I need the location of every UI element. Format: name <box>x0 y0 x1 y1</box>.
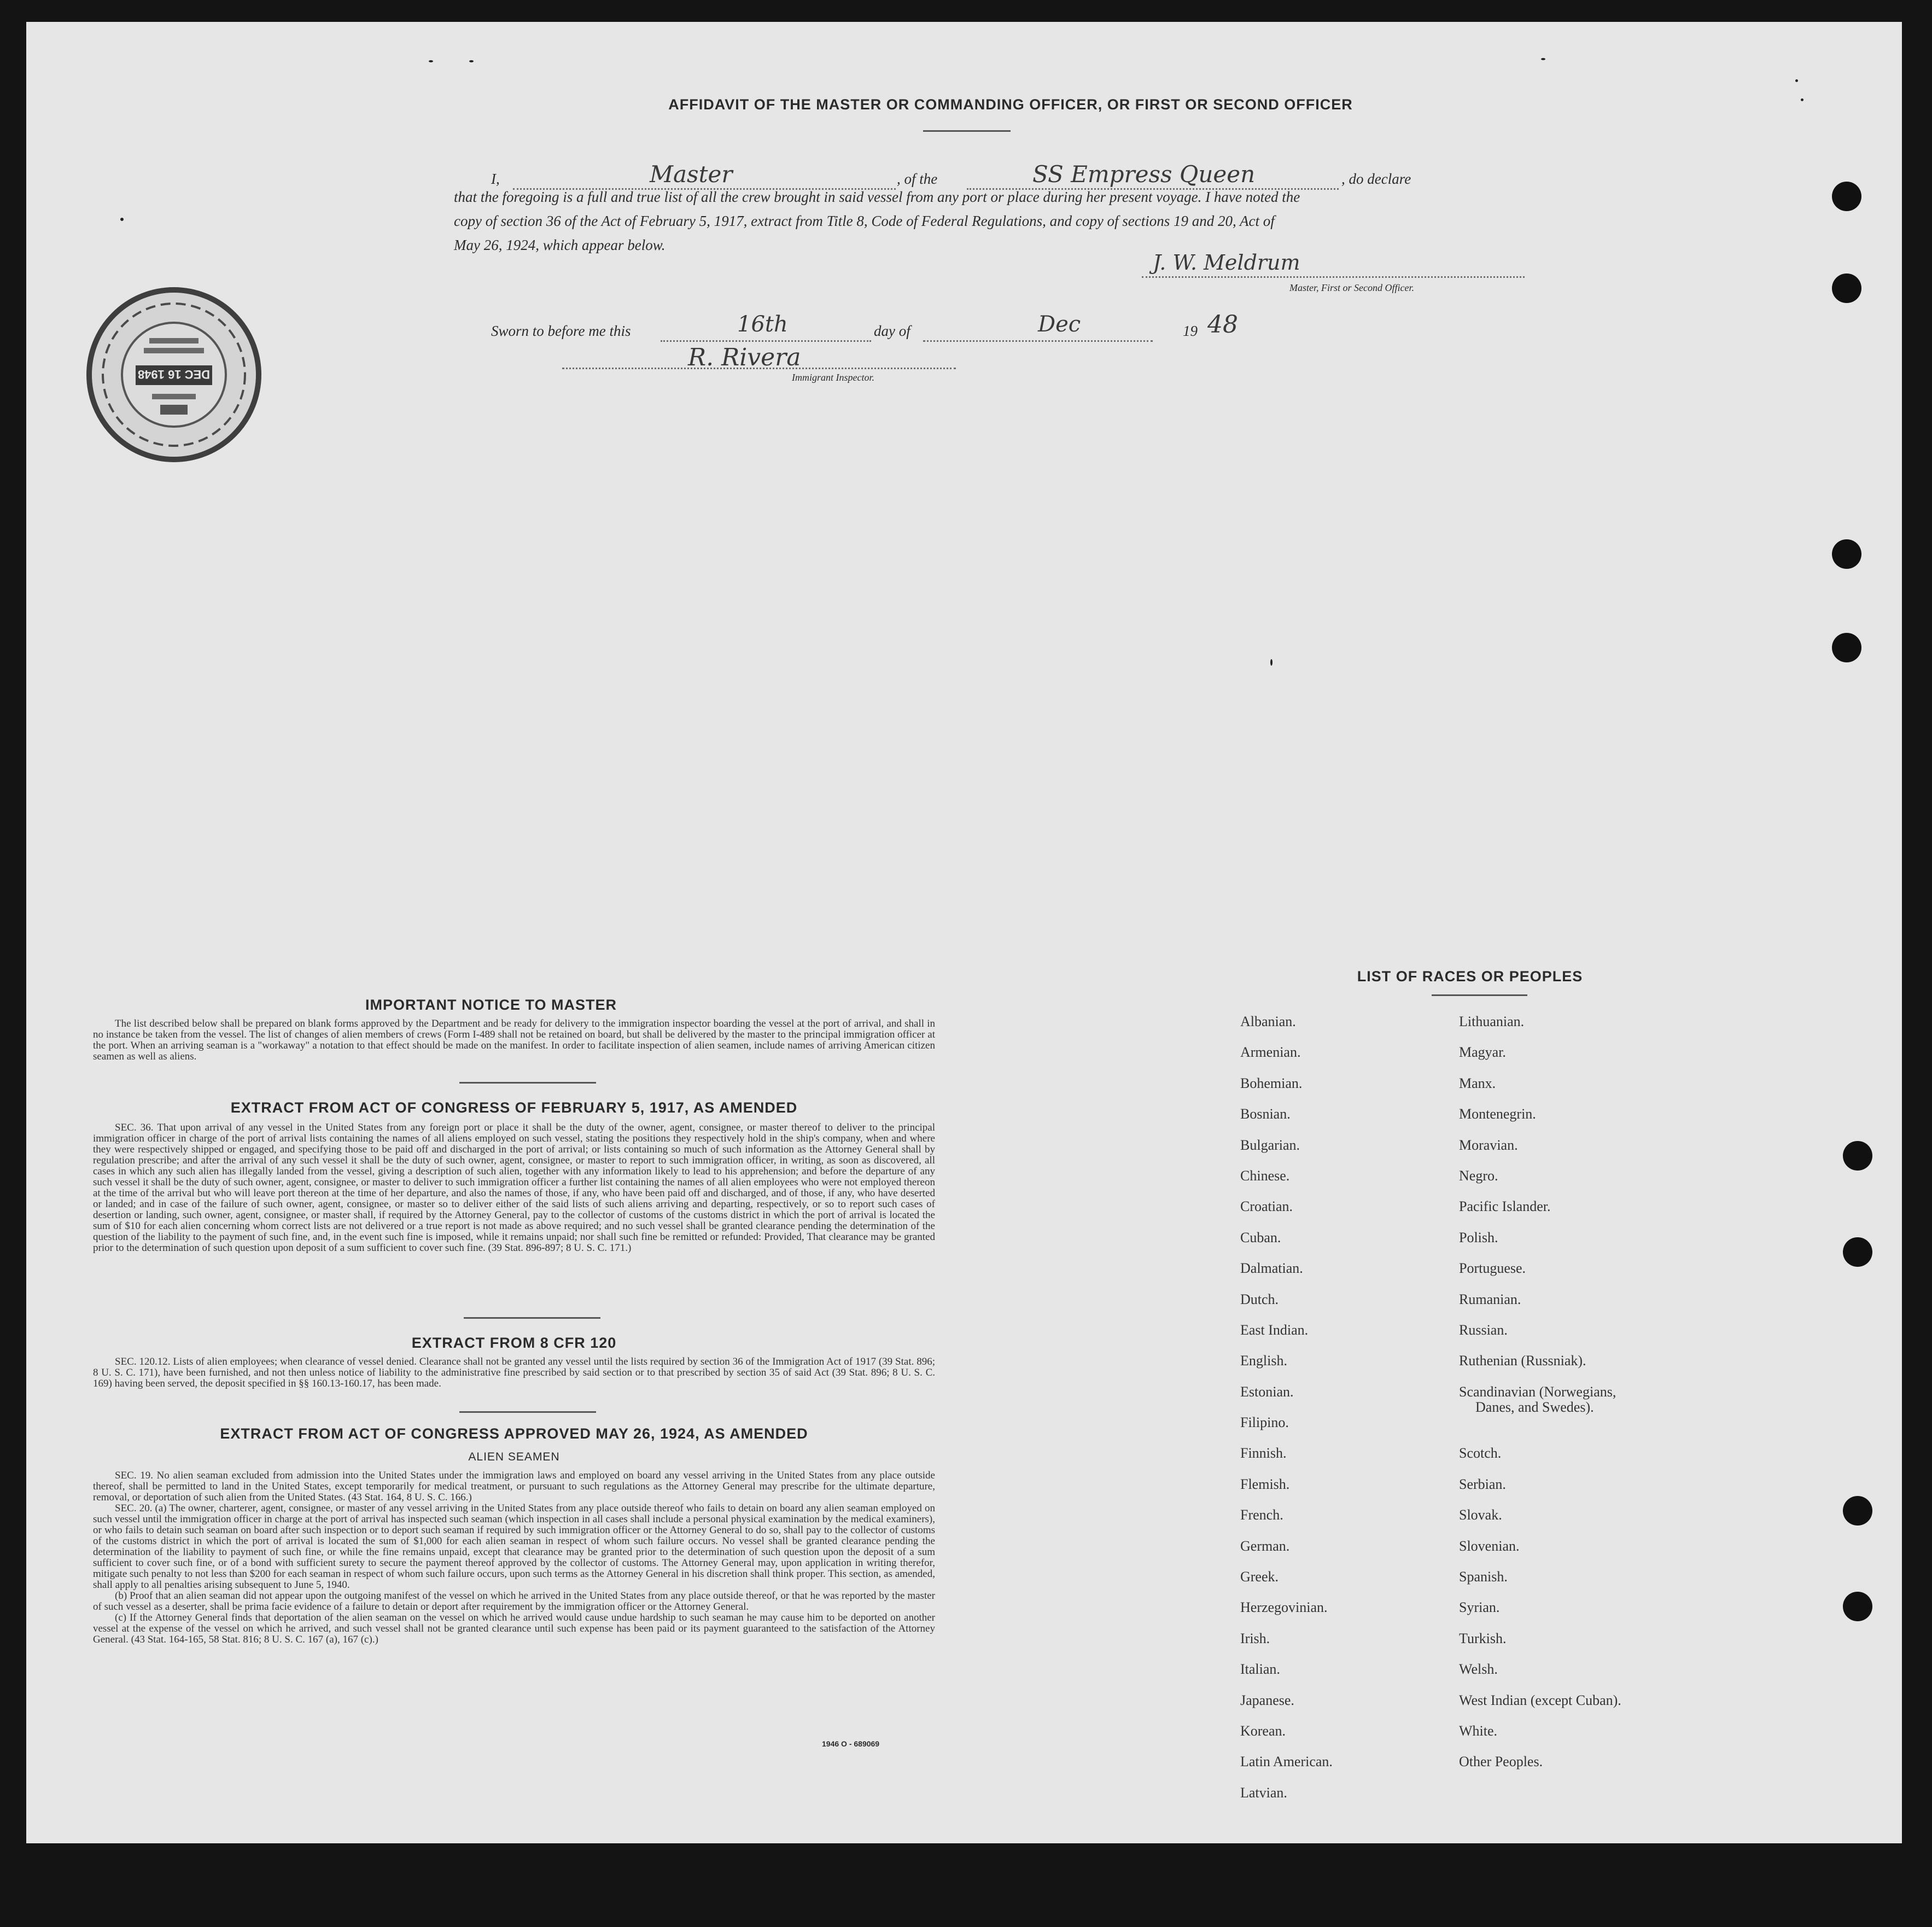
race-item: Flemish. <box>1240 1476 1290 1492</box>
extract-1924-title: EXTRACT FROM ACT OF CONGRESS APPROVED MAY 26, 1924, AS AMENDED <box>220 1425 808 1442</box>
race-item: Russian. <box>1459 1321 1508 1338</box>
races-title-rule <box>1432 994 1527 996</box>
race-item: Scotch. <box>1459 1445 1502 1462</box>
race-item: Finnish. <box>1240 1445 1287 1462</box>
master-name-handwriting: Master <box>650 161 733 188</box>
race-item: Bohemian. <box>1240 1075 1303 1091</box>
race-item: Negro. <box>1459 1167 1498 1184</box>
race-item: Turkish. <box>1459 1630 1507 1646</box>
race-item: Lithuanian. <box>1459 1014 1525 1029</box>
race-item: Other Peoples. <box>1459 1754 1543 1770</box>
body-line-2: copy of section 36 of the Act of February 5, 1917, extract from Title 8, Code of Federal Regulations, and copy of sections 19 and 20, Act of <box>454 213 1275 229</box>
race-item-continued: Danes, and Swedes). <box>1475 1399 1594 1415</box>
races-title: LIST OF RACES OR PEOPLES <box>1357 968 1583 985</box>
sec20c-text: (c) If the Attorney General finds that deportation of the alien seaman on the vessel on which he arrived would cause undue hardship to such seaman he may cause him to be deported on another vessel at the expense of the vessel on which he arrived, and such vessel shall not be granted clearance until such expense has been paid or its payment guaranteed to the satisfaction of the Attorney General. (43 Stat. 164-165, 58 Stat. 816; 8 U. S. C. 167 (a), 167 (c).) <box>93 1612 935 1645</box>
ink-speck <box>1270 659 1273 666</box>
sec20b-text: (b) Proof that an alien seaman did not appear upon the outgoing manifest of the vessel on which he arrived in the United States from any place outside thereof, or that he was reported by the master of such vessel as a deserter, shall be prima facie evidence of a failure to detain or deport after requirement by the immigration officer or the Attorney General. <box>93 1590 935 1612</box>
punch-hole <box>1832 539 1861 569</box>
punch-hole <box>1832 273 1861 303</box>
ink-speck <box>1795 79 1798 82</box>
sworn-mid: day of <box>874 323 910 339</box>
line1-mid: , of the <box>897 171 938 187</box>
race-item: Syrian. <box>1459 1599 1500 1616</box>
race-item: East Indian. <box>1240 1321 1309 1338</box>
master-caption: Master, First or Second Officer. <box>1289 282 1414 293</box>
race-item: Manx. <box>1459 1075 1496 1091</box>
race-item: West Indian (except Cuban). <box>1459 1692 1621 1708</box>
document-page <box>26 22 1902 1843</box>
race-item: Dalmatian. <box>1240 1260 1303 1277</box>
race-item: Greek. <box>1240 1569 1279 1585</box>
ink-speck <box>429 60 433 62</box>
sworn-month-line <box>923 340 1153 342</box>
ink-speck <box>120 218 124 221</box>
race-item: Filipino. <box>1240 1414 1289 1431</box>
affidavit-body <box>454 185 1520 257</box>
master-signature: J. W. Meldrum <box>1153 251 1300 275</box>
race-item: Latin American. <box>1240 1754 1333 1770</box>
sworn-prefix: Sworn to before me this <box>491 323 631 339</box>
punch-hole <box>1843 1592 1872 1621</box>
punch-hole <box>1843 1237 1872 1267</box>
race-item: Montenegrin. <box>1459 1106 1536 1122</box>
sworn-year-handwriting: 48 <box>1207 311 1238 339</box>
inspector-signature-line <box>562 368 956 369</box>
race-item: Bosnian. <box>1240 1106 1291 1122</box>
inspector-signature: R. Rivera <box>688 344 801 371</box>
race-item: Latvian. <box>1240 1784 1287 1801</box>
races-column-1 <box>1240 1014 1333 1815</box>
ink-speck <box>1801 98 1803 101</box>
race-item: Croatian. <box>1240 1198 1293 1215</box>
line1-suffix: , do declare <box>1341 171 1411 187</box>
sworn-day-handwriting: 16th <box>737 312 788 337</box>
body-line-3: May 26, 1924, which appear below. <box>454 237 666 253</box>
race-item: Cuban. <box>1240 1229 1281 1245</box>
notice-title: IMPORTANT NOTICE TO MASTER <box>365 997 617 1013</box>
race-item: White. <box>1459 1723 1498 1739</box>
race-item: Ruthenian (Russniak). <box>1459 1353 1586 1369</box>
sworn-day-line <box>661 340 871 342</box>
race-item: Italian. <box>1240 1661 1280 1678</box>
race-item: Slovak. <box>1459 1507 1502 1523</box>
punch-hole <box>1843 1496 1872 1526</box>
extract-1917-text: SEC. 36. That upon arrival of any vessel in the United States from any foreign port or place it shall be the duty of the owner, agent, consignee, or master thereof to deliver to the principal immigration officer in charge of the port of arrival lists containing the names of all aliens employed on such vessel, stating the positions they respectively hold in the ship's company, when and where they were respectively shipped or engaged, and specifying those to be paid off and discharged in the port of arrival; or lists containing so much of such information as the Attorney General shall by regulation prescribe; and after the arrival of any such vessel it shall be the duty of such owner, agent, consignee, or master to report to such immigration officer, in writing, as soon as discovered, all cases in which any such alien has illegally landed from the vessel, giving a description of such alien, together with any information likely to lead to his apprehension; and before the departure of any such vessel it shall be the duty of such owner, agent, consignee, or master to deliver to such immigration officer a further list containing the names of all alien employees who were not employed thereon at the time of the arrival but who will leave port thereon at the time of her departure, and also the names of those, if any, who have been paid off and discharged, and of those, if any, who have deserted or landed; and in case of the failure of such owner, agent, consignee, or master so to deliver either of the said lists of such aliens arriving and departing, respectively, or so to report such cases of desertion or landing, such owner, agent, consignee, or master shall, if required by the Attorney General, pay to the collector of customs of the customs district in which the port of arrival is located the sum of $10 for each alien concerning whom correct lists are not delivered or a true report is not made as above required; and no such vessel shall be granted clearance pending the determination of the question of the liability to the payment of such fine, and, in the event such fine is imposed, while it remains unpaid; nor shall such fine be remitted or refunded: Provided, That clearance may be granted prior to the determination of such question upon deposit of a sum sufficient to cover such fine. (39 Stat. 896-897; 8 U. S. C. 171.) <box>93 1122 935 1254</box>
race-item: Portuguese. <box>1459 1260 1526 1277</box>
race-item: Pacific Islander. <box>1459 1198 1551 1215</box>
extract-1917-title: EXTRACT FROM ACT OF CONGRESS OF FEBRUARY 5, 1917, AS AMENDED <box>230 1099 798 1116</box>
race-item: Bulgarian. <box>1240 1137 1300 1153</box>
race-item: Spanish. <box>1459 1569 1508 1585</box>
race-item: Polish. <box>1459 1229 1498 1245</box>
inspection-stamp <box>84 284 264 465</box>
races-column-2 <box>1459 1014 1621 1785</box>
race-item: Moravian. <box>1459 1137 1518 1153</box>
master-signature-line <box>1142 276 1525 278</box>
race-item: Chinese. <box>1240 1167 1290 1184</box>
race-item: Rumanian. <box>1459 1291 1521 1307</box>
extract-1924-subtitle: ALIEN SEAMEN <box>468 1451 560 1463</box>
race-item: Scandinavian (Norwegians, <box>1459 1383 1616 1400</box>
race-item: French. <box>1240 1507 1283 1523</box>
title-rule <box>923 130 1011 132</box>
race-item: Welsh. <box>1459 1661 1498 1678</box>
punch-hole <box>1843 1141 1872 1171</box>
affidavit-title: AFFIDAVIT OF THE MASTER OR COMMANDING OFFICER, OR FIRST OR SECOND OFFICER <box>668 96 1353 113</box>
section-rule <box>464 1317 600 1319</box>
race-item: Irish. <box>1240 1630 1270 1646</box>
notice-text: The list described below shall be prepared on blank forms approved by the Department and be ready for delivery to the immigration inspector boarding the vessel at the port of arrival, and shall in no instance be taken from the vessel. The list of changes of alien members of crews (Form I-489 shall not be retained on board, but shall be delivered by the master to the principal immigration officer at the port. When an arriving seaman is a "workaway" a notation to that effect should be made on the manifest. In order to facilitate inspection of alien seamen, include names of arriving American citizen seamen as well as aliens. <box>93 1018 935 1062</box>
body-line-1: that the foregoing is a full and true list of all the crew brought in said vessel from any port or place during her present voyage. I have noted the <box>454 189 1300 205</box>
ship-name-handwriting: SS Empress Queen <box>1032 161 1256 188</box>
race-item: English. <box>1240 1353 1287 1369</box>
inspector-caption: Immigrant Inspector. <box>792 372 874 383</box>
race-item: Magyar. <box>1459 1044 1506 1061</box>
race-item: Dutch. <box>1240 1291 1279 1307</box>
race-item: Herzegovinian. <box>1240 1599 1328 1616</box>
section-rule <box>459 1082 596 1084</box>
extract-cfr-text: SEC. 120.12. Lists of alien employees; when clearance of vessel denied. Clearance shall not be granted any vessel until the lists required by section 36 of the Immigration Act of 1917 (39 Stat. 896; 8 U. S. C. 171), have been furnished, and not then unless notice of liability to the administrative fine prescribed by said section or to that prescribed by section 35 of said Act (39 Stat. 896; 8 U. S. C. 169) having been served, the deposit specified in §§ 160.13-160.17, has been made. <box>93 1356 935 1389</box>
line1-prefix: I, <box>491 171 500 187</box>
section-rule <box>459 1411 596 1413</box>
race-item: Estonian. <box>1240 1383 1294 1400</box>
extract-1924-body <box>93 1470 935 1645</box>
sworn-month-handwriting: Dec <box>1038 312 1081 337</box>
race-item: Japanese. <box>1240 1692 1294 1708</box>
ink-speck <box>1541 58 1545 60</box>
race-item: Albanian. <box>1240 1014 1296 1029</box>
sworn-year-prefix: 19 <box>1183 323 1198 339</box>
race-item: Armenian. <box>1240 1044 1301 1061</box>
stamp-date: DEC 16 1948 <box>137 368 211 381</box>
race-item: Slovenian. <box>1459 1538 1520 1554</box>
race-item: German. <box>1240 1538 1290 1554</box>
ink-speck <box>469 60 474 62</box>
punch-hole <box>1832 182 1861 211</box>
punch-hole <box>1832 633 1861 662</box>
race-item: Korean. <box>1240 1722 1286 1739</box>
race-item: Serbian. <box>1459 1476 1506 1492</box>
sworn-line <box>491 306 1284 345</box>
sec20a-text: SEC. 20. (a) The owner, charterer, agent, consignee, or master of any vessel arriving in the United States from any place outside thereof who fails to detain on board any alien seaman employed on such vessel until the immigration officer in charge at the port of arrival has inspected such seaman (which inspection in all cases shall include a personal physical examination by the medical examiners), or who fails to detain such seaman on board after such inspection or to deport such seaman if required by such immigration officer or the Attorney General to do so, shall pay to the collector of customs of the customs district in which the port of arrival is located the sum of $1,000 for each alien seaman in respect of whom such failure occurs. No vessel shall be granted clearance pending the determination of the liability to payment of such fine, or while the fine remains unpaid, except that clearance may be granted prior to the determination of such question upon the deposit of a sum sufficient to cover such fine, or of a bond with sufficient surety to secure the payment thereof approved by the collector of customs. The Attorney General may, upon application in writing therefor, mitigate such penalty to not less than $200 for each seaman in respect of whom such failure occurs, upon such terms as the Attorney General in his discretion shall think proper. This section, as amended, shall apply to all penalties arising subsequent to June 5, 1940. <box>93 1503 935 1591</box>
print-code: 1946 O - 689069 <box>822 1739 880 1748</box>
extract-cfr-title: EXTRACT FROM 8 CFR 120 <box>411 1335 617 1351</box>
sec19-text: SEC. 19. No alien seaman excluded from admission into the United States under the immigration laws and employed on board any vessel arriving in the United States from any place outside thereof, shall be permitted to land in the United States, except temporarily for medical treatment, or pursuant to such regulations as the Attorney General may prescribe for the ultimate departure, removal, or deportation of such alien from the United States. (43 Stat. 164, 8 U. S. C. 166.) <box>93 1470 935 1503</box>
